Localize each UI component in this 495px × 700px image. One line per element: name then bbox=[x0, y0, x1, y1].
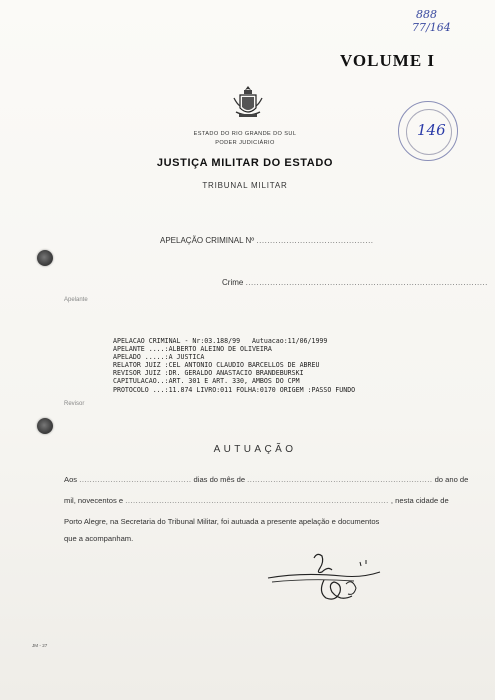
form-code: JM - 27 bbox=[32, 643, 48, 648]
body-line-1: Aos ........................................... dias do mês de ....................................................................... do ano de bbox=[64, 475, 469, 484]
crime-label: Crime bbox=[222, 278, 244, 287]
handwritten-note-1: 888 bbox=[416, 8, 437, 21]
typed-line: RELATOR JUIZ :CEL ANTONIO CLAUDIO BARCELLOS DE ABREU bbox=[113, 361, 320, 370]
faded-label-apelante: Apelante bbox=[64, 297, 88, 303]
body-line-4: que a acompanham. bbox=[64, 534, 134, 543]
appeal-dots: ........................................... bbox=[256, 236, 374, 245]
coat-of-arms-icon bbox=[232, 84, 264, 120]
autuacao-title: AUTUAÇÃO bbox=[213, 444, 297, 455]
body-line-3: Porto Alegre, na Secretaria do Tribunal Militar, foi autuada a presente apelação e documentos bbox=[64, 517, 380, 526]
crime-field bbox=[222, 278, 488, 287]
appeal-label: APELAÇÃO CRIMINAL Nº bbox=[160, 236, 255, 245]
header-tribunal: TRIBUNAL MILITAR bbox=[202, 181, 288, 190]
typed-line: REVISOR JUIZ :DR. GERALDO ANASTACIO BRANDEBURSKI bbox=[113, 369, 304, 378]
header-state: ESTADO DO RIO GRANDE DO SUL bbox=[193, 131, 297, 137]
typed-line: APELACAO CRIMINAL - Nr:03.188/99 Autuacao:11/06/1999 bbox=[113, 337, 328, 345]
header-court: JUSTIÇA MILITAR DO ESTADO bbox=[156, 157, 334, 169]
circular-stamp bbox=[398, 101, 458, 161]
typed-line: PROTOCOLO ...:11.874 LIVRO:011 FOLHA:0170 ORIGEM :PASSO FUNDO bbox=[113, 385, 356, 394]
punch-hole-bottom bbox=[37, 418, 53, 434]
typed-line: APELANTE ....:ALBERTO ALEINO DE OLIVEIRA bbox=[113, 345, 272, 354]
typed-line: CAPITULACAO..:ART. 301 E ART. 330, AMBOS DO CPM bbox=[113, 377, 300, 386]
typed-line: APELADO .....:A JUSTICA bbox=[113, 353, 205, 362]
volume-label: VOLUME I bbox=[340, 51, 436, 70]
faded-label-revisor: Revisor bbox=[64, 401, 85, 407]
crime-dots: ......................................................................................... bbox=[245, 278, 488, 287]
appeal-field bbox=[160, 236, 374, 245]
typed-case-block bbox=[113, 337, 355, 394]
stamp-page-number: 146 bbox=[417, 121, 446, 139]
handwritten-signature bbox=[262, 548, 392, 618]
handwritten-note-2: 77/164 bbox=[412, 21, 451, 34]
header-power: PODER JUDICIÁRIO bbox=[215, 140, 275, 146]
punch-hole-top bbox=[37, 250, 53, 266]
body-line-2: mil, novecentos e ..................................................................................................... , nesta cidade de bbox=[64, 496, 449, 505]
